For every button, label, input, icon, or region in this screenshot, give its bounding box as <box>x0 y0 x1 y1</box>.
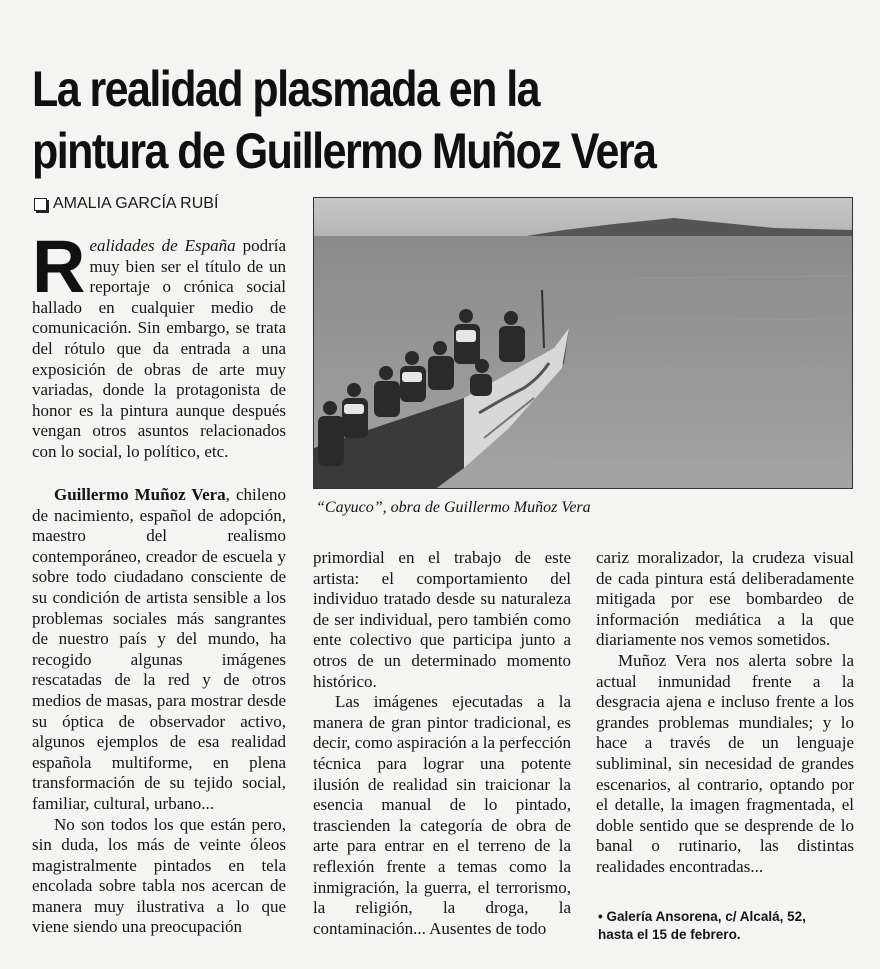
intro-text: podría muy bien ser el título de un reportaje o crónica social hallado en cualquier medio de comunicación. Sin embargo, se trata del rótulo que da entrada a una exposición de obras de arte muy variadas, donde la protagonista de honor es la pintura aunque después vengan otros asuntos relacionados con lo social, lo político, etc. <box>32 236 286 461</box>
paragraph-conclusion: Muñoz Vera nos alerta sobre la actual inmunidad frente a la desgracia ajena e incluso frente a los grandes problemas mundiales; y lo hace a través de un lenguaje subliminal, sin necesidad de grandes escenarios, al contrario, optando por el detalle, la imagen fragmentada, el doble sentido que se desprende de lo banal o rutinario, las distintas realidades encontradas... <box>596 650 854 876</box>
article-column-1-top <box>32 225 286 463</box>
paragraph-artist <box>32 485 286 815</box>
checkbox-square-icon <box>34 198 47 211</box>
paragraph-images-continued: cariz moralizador, la crudeza visual de cada pintura está deliberadamente mitigada por ese bombardeo de información mediática a la que diariamente nos vemos sometidos. <box>596 548 854 650</box>
photo-caption: “Cayuco”, obra de Guillermo Muñoz Vera <box>316 499 591 516</box>
headline-line-1: La realidad plasmada en la <box>32 61 540 117</box>
info-venue: Galería Ansorena, c/ Alcalá, 52, <box>606 909 806 924</box>
article-column-2 <box>313 548 571 939</box>
drop-cap: R <box>32 225 86 308</box>
info-dates: hasta el 15 de febrero. <box>598 927 741 942</box>
info-bullet: • <box>598 909 603 924</box>
headline <box>32 58 737 182</box>
paragraph-works-continued: primordial en el trabajo de este artista: el comportamiento del individuo tratado desde su naturaleza de ser individual, pero también como ente colectivo que participa junto a otros de un determinado momento histórico. <box>313 548 571 691</box>
paragraph-intro <box>32 225 286 463</box>
intro-italic-title: ealidades de España <box>89 236 236 255</box>
paragraph-images: Las imágenes ejecutadas a la manera de gran pintor tradicional, es decir, como aspiración a la perfección técnica para lograr una potente ilusión de realidad sin traicionar la esencia manual de lo pintado, trascienden la categoría de obra de arte para entrar en el terreno de la reflexión frente a temas como la inmigración, la guerra, el terrorismo, la religión, la droga, la contaminación... Ausentes de todo <box>313 692 571 938</box>
byline <box>34 195 218 213</box>
artist-text: , chileno de nacimiento, español de adopción, maestro del realismo contemporáneo, creador de escuela y sobre todo ciudadano consciente de su condición de artista sensible a los problemas sociales más sangrantes de nuestro país y del mundo, ha recogido algunas imágenes rescatadas de la red y de otros medios de masas, para mostrar desde su óptica de observador activo, algunos ejemplos de esa realidad española multiforme, en plena transformación de su tejido social, familiar, cultural, urbano... <box>32 485 286 813</box>
artist-name: Guillermo Muñoz Vera <box>54 485 226 504</box>
painting-photo <box>313 197 853 489</box>
article-column-3 <box>596 548 854 878</box>
article-column-1-bottom <box>32 485 286 938</box>
headline-line-2: pintura de Guillermo Muñoz Vera <box>32 123 656 179</box>
boat-painting-image <box>314 198 853 489</box>
paragraph-works-start: No son todos los que están pero, sin duda, los más de veinte óleos magistralmente pintados en tela encolada sobre tabla nos acercan de manera muy ilustrativa a lo que viene siendo una preocupación <box>32 814 286 937</box>
exhibition-info <box>598 908 858 944</box>
author-name: AMALIA GARCÍA RUBÍ <box>53 195 219 212</box>
